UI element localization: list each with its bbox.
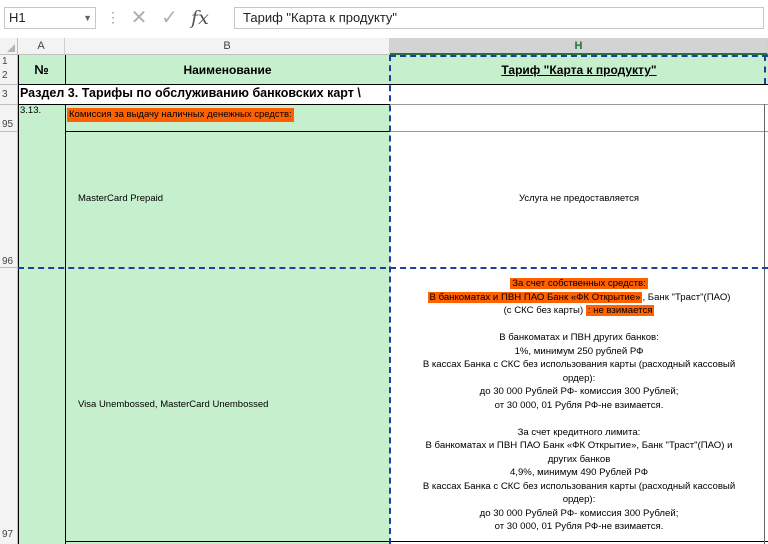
row95-name[interactable]: Комиссия за выдачу наличных денежных средств:: [69, 109, 292, 120]
row96-tariff[interactable]: Услуга не предоставляется: [518, 193, 640, 204]
tariff-line-49pct: 4,9%, минимум 490 Рублей РФ: [509, 467, 649, 478]
name-box[interactable]: [4, 7, 96, 29]
select-all-triangle-icon: [7, 44, 15, 52]
tariff-line-cash-desk: В кассах Банка с СКС без использования карты (расходный кассовый: [422, 359, 736, 370]
cancel-icon[interactable]: ✕: [130, 7, 148, 29]
formula-bar: [0, 0, 768, 39]
row-header-2[interactable]: 2: [2, 70, 8, 81]
enter-icon[interactable]: ✓: [161, 7, 178, 29]
selection-border-left: [389, 55, 391, 544]
tariff-line-order-2: ордер):: [562, 494, 596, 505]
tariff-line-cash-desk-2: В кассах Банка с СКС без использования карты (расходный кассовый: [422, 480, 736, 492]
more-icon: ⋮: [106, 9, 120, 25]
insert-function-icon[interactable]: fx: [191, 7, 209, 29]
tariff-line-own-funds: За счет собственных средств:: [512, 278, 646, 289]
row95-num[interactable]: 3.13.: [20, 105, 42, 116]
tariff-line-atm-open: В банкоматах и ПВН ПАО Банк «ФК Открытие»: [429, 291, 641, 303]
tariff-line-upto30k-2: до 30 000 Рублей РФ- комиссия 300 Рублей;: [479, 507, 679, 519]
row-header-97[interactable]: 97: [2, 529, 14, 540]
header-tariff[interactable]: Тариф "Карта к продукту": [501, 63, 657, 77]
selection-border-top: [390, 55, 768, 57]
row-header-3[interactable]: 3: [2, 89, 8, 100]
tariff-line-from30k-2: от 30 000, 01 Рубля РФ-не взимается.: [494, 521, 664, 532]
select-all-corner[interactable]: [0, 38, 18, 55]
tariff-line-upto30k: до 30 000 Рублей РФ- комиссия 300 Рублей;: [479, 386, 679, 397]
formula-input[interactable]: Тариф "Карта к продукту": [234, 7, 764, 29]
chevron-down-icon[interactable]: ▼: [83, 13, 92, 23]
page-break-line: [18, 267, 768, 269]
tariff-line-other-banks: других банков: [547, 453, 611, 465]
selection-border-right: [764, 55, 766, 84]
tariff-line-1pct: 1%, минимум 250 рублей РФ: [514, 345, 644, 357]
green-area-bg: [18, 104, 390, 544]
column-header-h[interactable]: H: [390, 38, 768, 55]
tariff-line-other-atm: В банкоматах и ПВН других банков:: [499, 332, 659, 343]
column-header-b[interactable]: B: [65, 38, 390, 55]
tariff-line-order: ордер):: [562, 372, 596, 384]
tariff-line-credit-atm: В банкоматах и ПВН ПАО Банк «ФК Открытие», Банк "Траст"(ПАО) и: [425, 440, 733, 451]
name-box-value: H1: [9, 10, 26, 25]
tariff-line-trust: , Банк "Траст"(ПАО): [642, 291, 731, 303]
row96-name[interactable]: MasterCard Prepaid: [78, 193, 164, 204]
tariff-line-sks: (с СКС без карты): [503, 305, 586, 316]
tariff-line-free: : не взимается: [587, 305, 653, 316]
row-header-96[interactable]: 96: [2, 256, 14, 267]
column-header-a[interactable]: A: [18, 38, 65, 55]
row97-name[interactable]: Visa Unembossed, MasterCard Unembossed: [78, 399, 269, 410]
header-name[interactable]: Наименование: [183, 63, 272, 77]
row-header-95[interactable]: 95: [2, 119, 14, 130]
row97-tariff[interactable]: [390, 277, 768, 534]
tariff-line-credit: За счет кредитного лимита:: [517, 426, 641, 438]
row-headers: [0, 55, 18, 544]
tariff-line-from30k: от 30 000, 01 Рубля РФ-не взимается.: [494, 399, 664, 411]
header-num[interactable]: №: [34, 62, 49, 77]
row-header-1[interactable]: 1: [2, 56, 8, 67]
section-title[interactable]: Раздел 3. Тарифы по обслуживанию банковских карт \: [18, 84, 390, 104]
